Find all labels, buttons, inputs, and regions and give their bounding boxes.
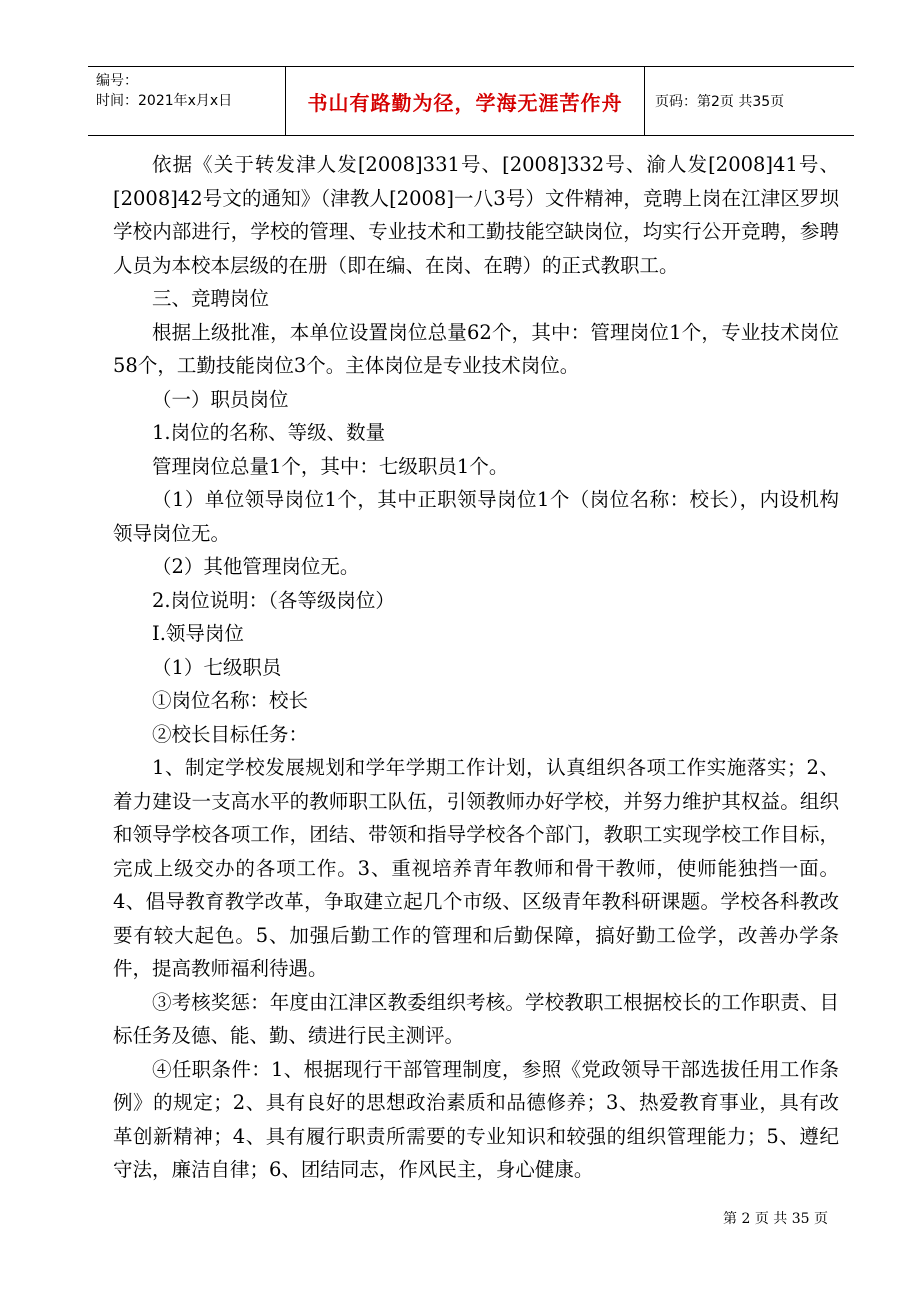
paragraph-position-total: 根据上级批准，本单位设置岗位总量62个，其中：管理岗位1个，专业技术岗位58个，工勤技能岗位3个。主体岗位是专业技术岗位。 — [113, 320, 839, 377]
paragraph-goals: 1、制定学校发展规划和学年学期工作计划，认真组织各项工作实施落实；2、着力建设一支高水平的教师职工队伍，引领教师办好学校，并努力维护其权益。组织和领导学校各项工作，团结、带领和指导学校各个部门，教职工实现学校工作目标，完成上级交办的各项工作。3、重视培养青年教师和骨干教师，使师能独挡一面。4、倡导教育教学改革，争取建立起几个市级、区级青年教科研课题。学校各科教改要有较大起色。5、加强后勤工作的管理和后勤保障，搞好勤工俭学，改善办学条件，提高教师福利待遇。 — [113, 756, 839, 980]
item-heading-names: 1.岗位的名称、等级、数量 — [152, 421, 386, 444]
paragraph-requirements: ④任职条件：1、根据现行干部管理制度，参照《党政领导干部选拔任用工作条例》的规定；2、具有良好的思想政治素质和品德修养；3、热爱教育事业，具有改革创新精神；4、具有履行职责所需要的专业知识和较强的组织管理能力；5、遵纪守法，廉洁自律；6、团结同志，作风民主，身心健康。 — [113, 1057, 839, 1181]
page-footer: 第 2 页 共 35 页 — [723, 1211, 828, 1227]
item-heading-level7: （1）七级职员 — [152, 655, 282, 679]
paragraph-leader-positions: （1）单位领导岗位1个，其中正职领导岗位1个（岗位名称：校长），内设机构领导岗位无。 — [113, 488, 839, 545]
header-page-info: 页码：第2页 共35页 — [655, 94, 785, 110]
time-label: 时间：2021年x月x日 — [96, 93, 233, 109]
section-heading-positions: 三、竞聘岗位 — [152, 287, 270, 310]
paragraph-management-total: 管理岗位总量1个，其中：七级职员1个。 — [152, 454, 509, 478]
item-goals-heading: ②校长目标任务： — [152, 722, 309, 746]
document-body — [113, 148, 839, 1187]
item-heading-description: 2.岗位说明：（各等级岗位） — [152, 588, 395, 612]
subsection-heading-staff: （一）职员岗位 — [152, 387, 289, 411]
paragraph-basis: 依据《关于转发津人发[2008]331号、[2008]332号、渝人发[2008]41号、[2008]42号文的通知》（津教人[2008]一八3号）文件精神，竞聘上岗在江津区罗坝学校内部进行，学校的管理、专业技术和工勤技能空缺岗位，均实行公开竞聘，参聘人员为本校本层级的在册（即在编、在岗、在聘）的正式教职工。 — [113, 153, 839, 277]
header-motto: 书山有路勤为径，学海无涯苦作舟 — [285, 67, 645, 135]
item-heading-leader: Ⅰ.领导岗位 — [152, 622, 244, 645]
item-position-name: ①岗位名称：校长 — [152, 689, 309, 712]
page-header — [88, 66, 854, 136]
number-label: 编号： — [96, 73, 138, 89]
paragraph-other-positions: （2）其他管理岗位无。 — [152, 555, 360, 578]
header-meta — [88, 67, 285, 135]
paragraph-assessment: ③考核奖惩：年度由江津区教委组织考核。学校教职工根据校长的工作职责、目标任务及德、能、勤、绩进行民主测评。 — [113, 990, 839, 1047]
